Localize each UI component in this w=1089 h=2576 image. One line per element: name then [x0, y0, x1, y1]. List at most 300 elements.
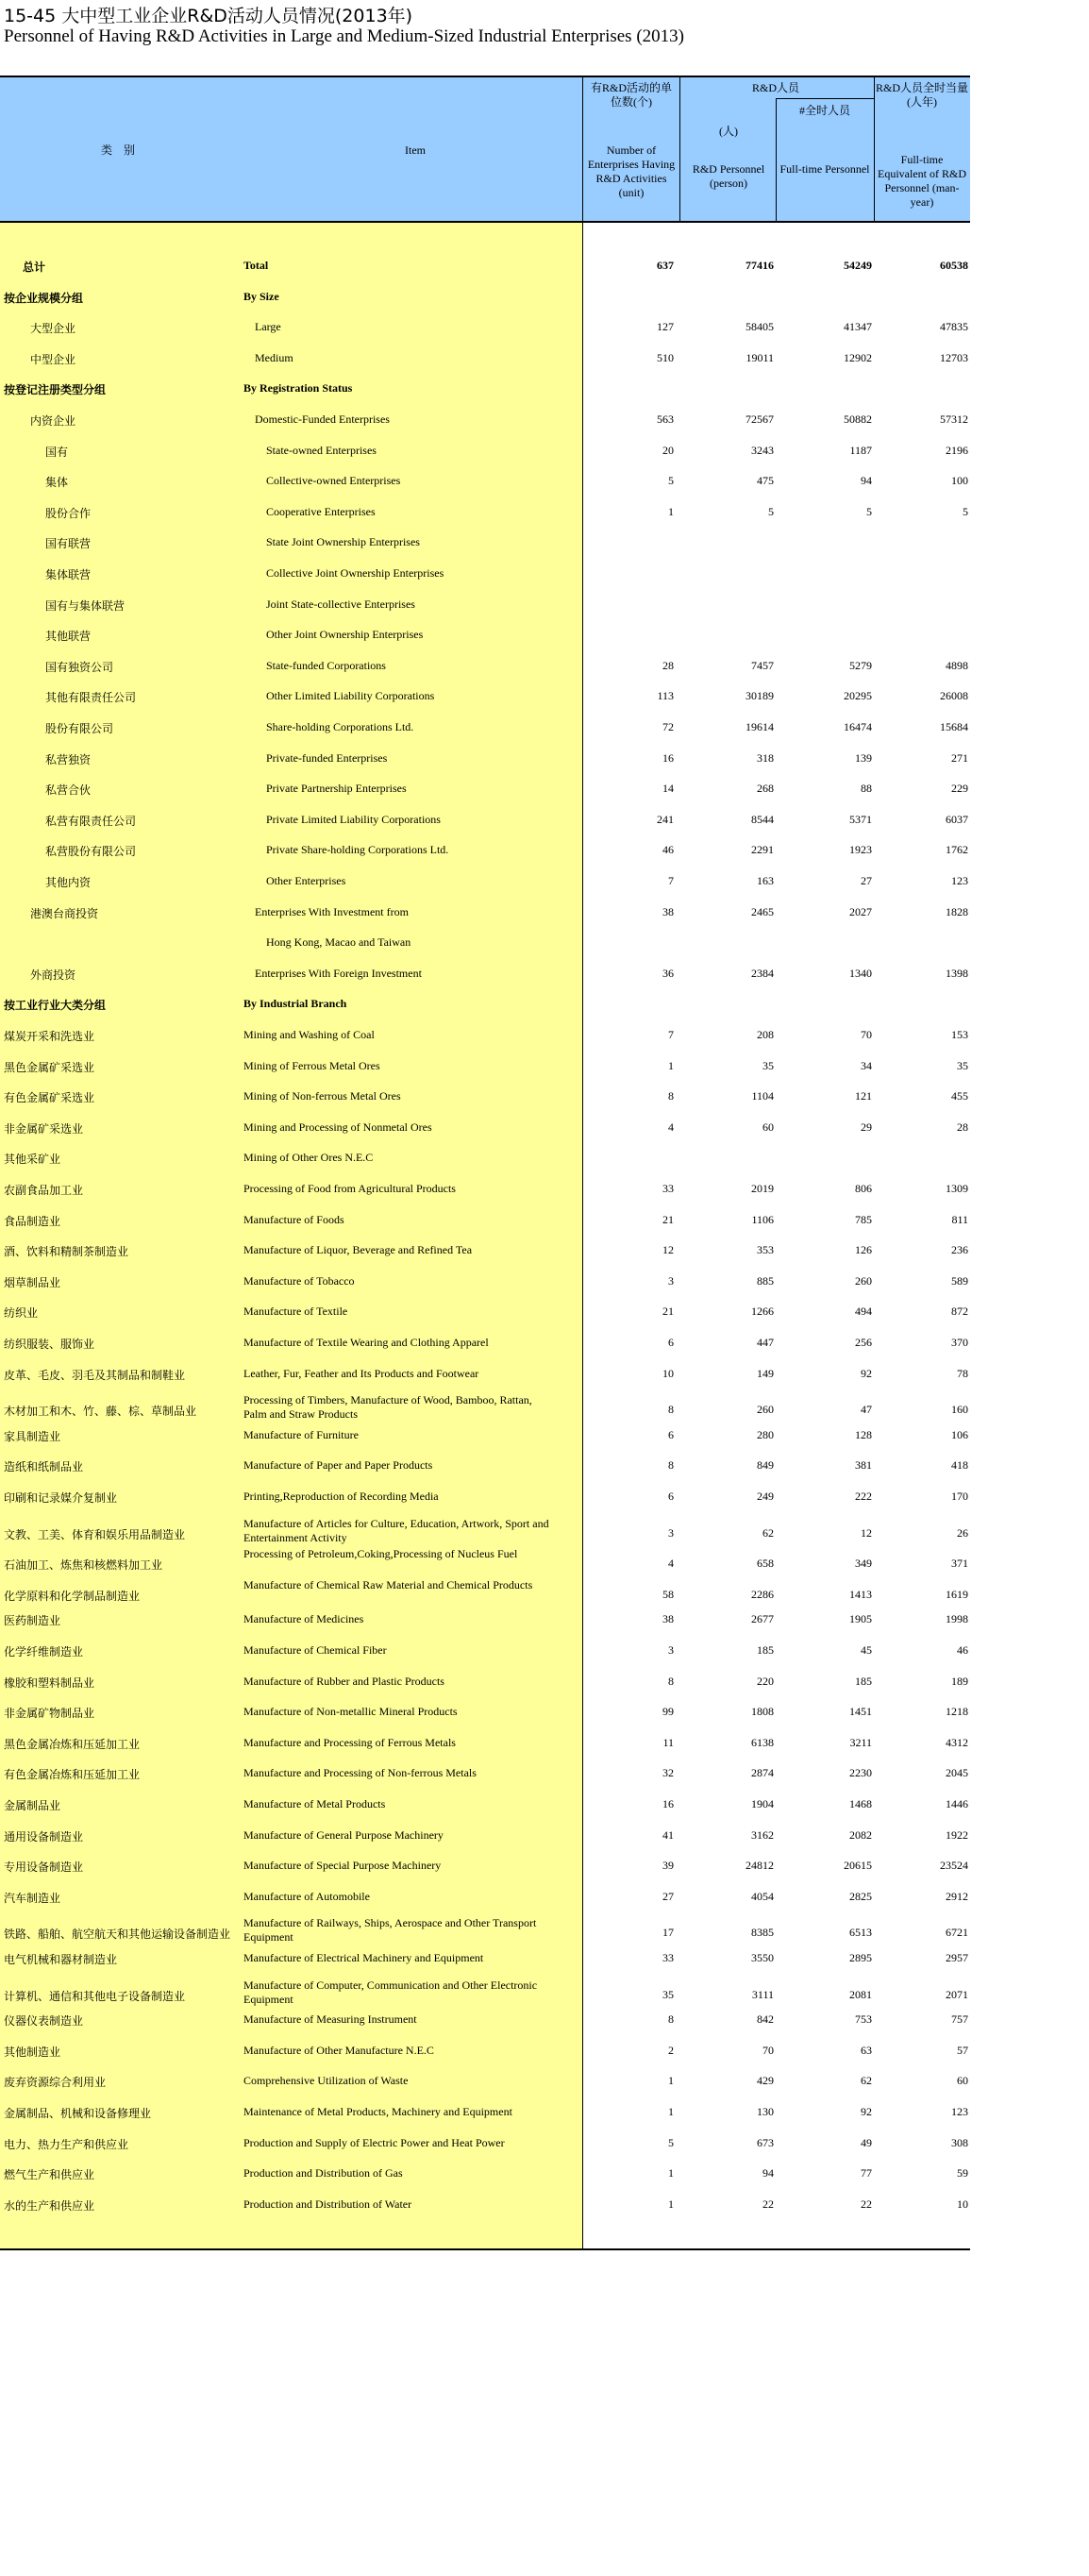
row-value-col3: 63: [861, 2043, 872, 2057]
row-value-col4: 160: [951, 1403, 968, 1417]
row-value-col2: 673: [757, 2135, 774, 2149]
row-label-cn: 其他采矿业: [4, 1153, 61, 1167]
row-value-col1: 12: [662, 1243, 674, 1257]
row-label-en: By Size: [243, 289, 279, 303]
row-label-en: By Registration Status: [243, 381, 353, 396]
row-label-en: Manufacture and Processing of Ferrous Metals: [243, 1735, 456, 1749]
row-label-cn: 国有: [45, 445, 69, 459]
row-value-col3: 41347: [844, 320, 872, 334]
row-value-col1: 637: [657, 259, 674, 272]
row-value-col3: 20615: [844, 1859, 872, 1873]
row-value-col4: 1762: [946, 843, 968, 857]
row-value-col2: 8385: [751, 1926, 774, 1940]
table-row: [0, 1243, 970, 1274]
row-label-en: Processing of Food from Agricultural Products: [243, 1182, 456, 1195]
row-value-col3: 77: [861, 2166, 872, 2180]
row-label-en: Mining of Ferrous Metal Ores: [243, 1058, 380, 1072]
row-label-cn: 按工业行业大类分组: [4, 999, 107, 1013]
row-value-col2: 60: [762, 1120, 774, 1134]
row-value-col2: 447: [757, 1336, 774, 1349]
row-label-cn: 私营合伙: [45, 783, 92, 798]
row-value-col1: 127: [657, 320, 674, 334]
row-label-cn: 废弃资源综合利用业: [4, 2076, 107, 2090]
row-value-col1: 58: [662, 1587, 674, 1601]
table-row: [0, 874, 970, 905]
table-row: [0, 1577, 970, 1613]
row-value-col2: 3111: [751, 1987, 774, 2001]
row-value-col4: 589: [951, 1273, 968, 1288]
row-value-col1: 5: [668, 474, 674, 488]
row-value-col1: 38: [662, 904, 674, 918]
row-label-en: Joint State-collective Enterprises: [266, 597, 415, 611]
row-label-en: Manufacture of Chemical Raw Material and Chemical Products: [243, 1577, 533, 1591]
row-label-en: Other Joint Ownership Enterprises: [266, 628, 424, 642]
table-row: [0, 659, 970, 690]
row-label-cn: 其他有限责任公司: [45, 691, 137, 705]
row-label-en: Cooperative Enterprises: [266, 504, 376, 518]
row-value-col4: 123: [951, 2105, 968, 2118]
row-value-col4: 1998: [946, 1612, 968, 1626]
row-value-col2: 4054: [751, 1889, 774, 1903]
row-value-col1: 72: [662, 720, 674, 733]
row-value-col3: 88: [861, 782, 872, 796]
row-value-col4: 57: [957, 2043, 968, 2057]
row-value-col4: 23524: [940, 1859, 968, 1873]
row-value-col3: 6513: [849, 1926, 872, 1940]
row-value-col1: 46: [662, 843, 674, 857]
row-value-col4: 370: [951, 1336, 968, 1349]
row-value-col2: 2384: [751, 966, 774, 980]
row-label-cn: 私营股份有限公司: [45, 845, 137, 859]
row-label-cn: 电力、热力生产和供应业: [4, 2137, 129, 2151]
row-label-cn: 集体联营: [45, 568, 92, 581]
row-value-col3: 785: [855, 1212, 872, 1226]
row-label-cn: 非金属矿采选业: [4, 1121, 84, 1136]
row-value-col3: 47: [861, 1403, 872, 1417]
row-label-en: Manufacture of Electrical Machinery and Equipment: [243, 1951, 484, 1964]
row-value-col2: 249: [757, 1490, 774, 1503]
row-label-cn: 总计: [23, 261, 46, 274]
row-label-cn: 按登记注册类型分组: [4, 383, 107, 397]
row-value-col2: 35: [762, 1058, 774, 1072]
row-value-col3: 92: [861, 1366, 872, 1380]
table-row: [0, 505, 970, 536]
table-row: [0, 1393, 970, 1428]
row-value-col3: 2895: [849, 1951, 872, 1964]
row-label-en: Manufacture of Non-metallic Mineral Products: [243, 1705, 458, 1719]
row-label-cn: 通用设备制造业: [4, 1829, 84, 1844]
row-value-col1: 41: [662, 1827, 674, 1842]
row-label-cn: 电气机械和器材制造业: [4, 1953, 118, 1966]
row-value-col2: 2291: [751, 843, 774, 857]
row-value-col3: 54249: [844, 259, 872, 272]
row-label-en: Printing,Reproduction of Recording Media: [243, 1490, 439, 1503]
row-label-cn: 非金属矿物制品业: [4, 1707, 95, 1721]
row-label-en: Private Share-holding Corporations Ltd.: [266, 843, 449, 857]
row-value-col2: 260: [757, 1403, 774, 1417]
row-label-en: State Joint Ownership Enterprises: [266, 535, 420, 549]
row-value-col2: 30189: [746, 689, 774, 703]
row-label-cn: 橡胶和塑料制品业: [4, 1675, 95, 1690]
row-value-col4: 271: [951, 750, 968, 765]
row-value-col2: 475: [757, 474, 774, 488]
row-value-col3: 20295: [844, 689, 872, 703]
row-label-en: State-owned Enterprises: [266, 443, 377, 457]
row-value-col4: 47835: [940, 320, 968, 334]
row-value-col4: 35: [957, 1058, 968, 1072]
row-value-col2: 2677: [751, 1612, 774, 1626]
table-row: [0, 1828, 970, 1860]
row-value-col1: 21: [662, 1305, 674, 1319]
row-label-cn: 石油加工、炼焦和核燃料加工业: [4, 1558, 163, 1573]
table-row: [0, 290, 970, 321]
row-value-col4: 57312: [940, 412, 968, 426]
table-row: [0, 1059, 970, 1090]
table-row: [0, 997, 970, 1028]
row-label-cn: 其他制造业: [4, 2045, 61, 2059]
row-value-col3: 5: [866, 504, 872, 518]
row-value-col1: 8: [668, 1089, 674, 1103]
row-value-col1: 8: [668, 1403, 674, 1417]
row-value-col4: 100: [951, 474, 968, 488]
table-row: [0, 2105, 970, 2136]
row-value-col2: 19614: [746, 720, 774, 733]
row-value-col2: 658: [757, 1557, 774, 1571]
header-col1-en: Number of Enterprises Having R&D Activities (unit): [587, 143, 676, 199]
row-value-col1: 27: [662, 1889, 674, 1903]
row-value-col1: 8: [668, 1674, 674, 1688]
table-row: [0, 1797, 970, 1828]
table-row: [0, 412, 970, 444]
row-value-col4: 2196: [946, 443, 968, 457]
row-value-col2: 1104: [751, 1089, 774, 1103]
table-header: [0, 76, 970, 223]
header-col2-cn: (人): [719, 125, 738, 138]
row-value-col4: 229: [951, 782, 968, 796]
row-label-en: Manufacture of Measuring Instrument: [243, 2012, 417, 2027]
row-value-col4: 1619: [946, 1587, 968, 1601]
row-label-cn: 港澳台商投资: [30, 906, 99, 920]
row-value-col1: 1: [668, 1058, 674, 1072]
row-value-col3: 381: [855, 1458, 872, 1473]
row-value-col3: 349: [855, 1557, 872, 1571]
row-value-col4: 78: [957, 1366, 968, 1380]
table-row: [0, 381, 970, 412]
row-value-col4: 28: [957, 1120, 968, 1134]
row-label-en: Enterprises With Foreign Investment: [255, 966, 422, 980]
row-value-col2: 208: [757, 1028, 774, 1041]
row-label-en: Other Enterprises: [266, 874, 346, 887]
row-value-col1: 1: [668, 2074, 674, 2088]
row-value-col3: 139: [855, 750, 872, 765]
row-label-en: Manufacture of Chemical Fiber: [243, 1643, 387, 1657]
row-value-col1: 8: [668, 1458, 674, 1473]
row-label-en: State-funded Corporations: [266, 658, 386, 672]
row-label-en: By Industrial Branch: [243, 997, 347, 1011]
row-label-cn: 金属制品业: [4, 1799, 61, 1812]
row-value-col2: 1266: [751, 1305, 774, 1319]
row-value-col2: 220: [757, 1674, 774, 1688]
row-value-col4: 12703: [940, 350, 968, 364]
row-label-cn: 纺织业: [4, 1306, 39, 1321]
row-value-col2: 2465: [751, 904, 774, 918]
row-label-en: Processing of Petroleum,Coking,Processing of Nucleus Fuel: [243, 1547, 518, 1561]
row-label-cn: 中型企业: [30, 352, 76, 366]
table-row: [0, 2012, 970, 2044]
header-col2-en: R&D Personnel (person): [692, 162, 765, 190]
row-label-cn: 烟草制品业: [4, 1275, 61, 1289]
table-row: [0, 905, 970, 936]
table-row: [0, 1859, 970, 1890]
row-value-col2: 3162: [751, 1827, 774, 1842]
row-label-cn: 燃气生产和供应业: [4, 2168, 95, 2182]
table-row: [0, 566, 970, 598]
row-value-col1: 3: [668, 1273, 674, 1288]
row-label-cn: 食品制造业: [4, 1214, 61, 1228]
row-value-col4: 2071: [946, 1987, 968, 2001]
row-value-col3: 92: [861, 2105, 872, 2118]
row-value-col2: 22: [762, 2197, 774, 2211]
row-label-en: Medium: [255, 350, 293, 364]
table-row: [0, 444, 970, 475]
row-value-col3: 5279: [849, 658, 872, 672]
row-value-col2: 19011: [746, 350, 774, 364]
row-label-cn: 文教、工美、体育和娱乐用品制造业: [4, 1527, 186, 1541]
header-col4-en: Full-time Equivalent of R&D Personnel (man-year): [878, 153, 966, 209]
row-value-col3: 2027: [849, 904, 872, 918]
row-value-col4: 1446: [946, 1797, 968, 1810]
row-value-col4: 418: [951, 1458, 968, 1473]
row-value-col3: 1413: [849, 1587, 872, 1601]
row-value-col3: 16474: [844, 720, 872, 733]
row-value-col1: 21: [662, 1212, 674, 1226]
header-col3-cn: #全时人员: [798, 104, 850, 117]
table-row: [0, 967, 970, 998]
row-value-col3: 27: [861, 874, 872, 887]
row-value-col4: 1218: [946, 1705, 968, 1719]
table-row: [0, 259, 970, 290]
row-value-col1: 38: [662, 1612, 674, 1626]
row-label-en: Large: [255, 320, 281, 334]
row-value-col1: 563: [657, 412, 674, 426]
row-label-en: Hong Kong, Macao and Taiwan: [266, 935, 411, 950]
row-label-en: Enterprises With Investment from: [255, 904, 409, 918]
row-value-col4: 371: [951, 1557, 968, 1571]
header-item: Item: [405, 143, 426, 157]
table-row: [0, 843, 970, 874]
row-label-en: Manufacture of Textile: [243, 1305, 348, 1319]
row-label-cn: 大型企业: [30, 322, 76, 336]
row-label-cn: 汽车制造业: [4, 1891, 61, 1905]
table-row: [0, 2166, 970, 2197]
table-row: [0, 351, 970, 382]
row-label-en: Manufacture of Metal Products: [243, 1797, 386, 1810]
table-row: [0, 2197, 970, 2229]
row-label-en: Manufacture of Automobile: [243, 1889, 370, 1903]
row-value-col1: 5: [668, 2135, 674, 2149]
table-row: [0, 1274, 970, 1305]
row-label-en: Collective-owned Enterprises: [266, 474, 401, 488]
row-value-col2: 353: [757, 1243, 774, 1257]
table-bottom-rule: [0, 2248, 970, 2250]
row-value-col1: 28: [662, 658, 674, 672]
row-value-col1: 36: [662, 966, 674, 980]
row-label-cn: 黑色金属冶炼和压延加工业: [4, 1737, 141, 1751]
row-value-col4: 1922: [946, 1827, 968, 1842]
row-value-col4: 189: [951, 1674, 968, 1688]
row-value-col4: 26008: [940, 689, 968, 703]
row-value-col1: 3: [668, 1643, 674, 1657]
row-value-col4: 6721: [946, 1926, 968, 1940]
row-value-col3: 49: [861, 2135, 872, 2149]
row-value-col1: 3: [668, 1525, 674, 1540]
row-value-col4: 1828: [946, 904, 968, 918]
table-row: [0, 782, 970, 813]
row-label-en: Manufacture of Furniture: [243, 1427, 359, 1441]
row-value-col2: 268: [757, 782, 774, 796]
row-value-col4: 4898: [946, 658, 968, 672]
row-value-col3: 45: [861, 1643, 872, 1657]
row-label-en: Manufacture of Rubber and Plastic Products: [243, 1674, 444, 1688]
row-label-cn: 农副食品加工业: [4, 1184, 84, 1197]
row-value-col3: 12: [861, 1525, 872, 1540]
row-value-col2: 149: [757, 1366, 774, 1380]
row-value-col4: 123: [951, 874, 968, 887]
row-label-en: Manufacture of Tobacco: [243, 1273, 355, 1288]
table-body: [0, 223, 970, 2248]
row-label-en: Manufacture of Medicines: [243, 1612, 364, 1626]
row-value-col2: 3243: [751, 443, 774, 457]
row-label-cn: 集体: [45, 476, 69, 490]
row-value-col3: 121: [855, 1089, 872, 1103]
row-value-col3: 12902: [844, 350, 872, 364]
row-value-col4: 4312: [946, 1735, 968, 1749]
row-value-col2: 62: [762, 1525, 774, 1540]
row-value-col4: 1309: [946, 1182, 968, 1195]
row-label-cn: 其他联营: [45, 630, 92, 644]
table-row: [0, 1428, 970, 1459]
row-label-cn: 黑色金属矿采选业: [4, 1060, 95, 1074]
row-label-cn: 其他内资: [45, 876, 92, 889]
row-value-col3: 2082: [849, 1827, 872, 1842]
row-value-col3: 3211: [849, 1735, 872, 1749]
row-value-col1: 2: [668, 2043, 674, 2057]
row-value-col3: 2230: [849, 1766, 872, 1780]
table-row: [0, 1916, 970, 1951]
row-value-col4: 10: [957, 2197, 968, 2211]
row-label-en: Mining of Non-ferrous Metal Ores: [243, 1089, 401, 1103]
row-label-en: Manufacture and Processing of Non-ferrous Metals: [243, 1766, 477, 1780]
header-col1-cn: 有R&D活动的单位数(个): [590, 81, 672, 109]
row-value-col4: 2045: [946, 1766, 968, 1780]
row-value-col3: 1905: [849, 1612, 872, 1626]
row-value-col3: 70: [861, 1028, 872, 1041]
row-value-col4: 2912: [946, 1889, 968, 1903]
table-row: [0, 1028, 970, 1059]
header-category: 类 别: [100, 143, 135, 157]
row-label-cn: 国有联营: [45, 537, 92, 551]
row-value-col4: 811: [951, 1212, 968, 1226]
row-value-col4: 170: [951, 1490, 968, 1503]
row-value-col1: 113: [657, 689, 674, 703]
table-row: [0, 1305, 970, 1336]
row-label-en: Manufacture of Other Manufacture N.E.C: [243, 2043, 434, 2057]
row-value-col3: 126: [855, 1243, 872, 1257]
table-row: [0, 689, 970, 720]
table-row: [0, 320, 970, 351]
row-label-en: Leather, Fur, Feather and Its Products and Footwear: [243, 1366, 479, 1380]
table-row: [0, 1336, 970, 1367]
row-value-col4: 1398: [946, 966, 968, 980]
row-value-col1: 10: [662, 1366, 674, 1380]
table-row: [0, 2136, 970, 2167]
row-value-col2: 318: [757, 750, 774, 765]
row-label-cn: 煤炭开采和洗选业: [4, 1030, 95, 1043]
row-value-col4: 872: [951, 1305, 968, 1319]
row-label-en: Private Partnership Enterprises: [266, 782, 407, 796]
table-row: [0, 935, 970, 967]
row-value-col1: 1: [668, 504, 674, 518]
row-value-col3: 1187: [849, 443, 872, 457]
row-label-en: Manufacture of General Purpose Machinery: [243, 1827, 444, 1842]
row-label-cn: 皮革、毛皮、羽毛及其制品和制鞋业: [4, 1368, 186, 1382]
row-value-col2: 8544: [751, 812, 774, 826]
table-row: [0, 1766, 970, 1797]
table-row: [0, 1120, 970, 1152]
row-value-col1: 510: [657, 350, 674, 364]
row-value-col2: 7457: [751, 658, 774, 672]
row-value-col1: 1: [668, 2166, 674, 2180]
row-value-col3: 1451: [849, 1705, 872, 1719]
table-row: [0, 535, 970, 566]
row-value-col2: 24812: [746, 1859, 774, 1873]
row-value-col4: 455: [951, 1089, 968, 1103]
header-col2-group: R&D人员: [751, 81, 799, 94]
row-value-col3: 2081: [849, 1987, 872, 2001]
row-label-cn: 外商投资: [30, 968, 76, 982]
row-label-cn: 木材加工和木、竹、藤、棕、草制品业: [4, 1405, 197, 1419]
row-label-cn: 医药制造业: [4, 1614, 61, 1628]
row-value-col3: 185: [855, 1674, 872, 1688]
row-label-cn: 化学原料和化学制品制造业: [4, 1589, 141, 1603]
row-label-cn: 私营有限责任公司: [45, 814, 137, 828]
table-row: [0, 1705, 970, 1736]
row-label-cn: 有色金属矿采选业: [4, 1091, 95, 1105]
row-value-col3: 50882: [844, 412, 872, 426]
table-row: [0, 1612, 970, 1643]
row-value-col1: 7: [668, 874, 674, 887]
row-label-cn: 印刷和记录媒介复制业: [4, 1491, 118, 1505]
row-label-en: Other Limited Liability Corporations: [266, 689, 435, 703]
row-label-cn: 国有与集体联营: [45, 598, 126, 613]
row-label-en: Production and Distribution of Gas: [243, 2166, 403, 2180]
row-label-cn: 计算机、通信和其他电子设备制造业: [4, 1989, 186, 2003]
data-table: [0, 76, 970, 2248]
row-value-col3: 128: [855, 1427, 872, 1441]
row-value-col1: 7: [668, 1028, 674, 1041]
row-label-en: Manufacture of Textile Wearing and Clothing Apparel: [243, 1336, 489, 1349]
row-value-col4: 5: [963, 504, 968, 518]
table-row: [0, 1675, 970, 1706]
row-label-cn: 股份有限公司: [45, 722, 114, 735]
row-label-cn: 金属制品、机械和设备修理业: [4, 2107, 152, 2120]
row-value-col4: 2957: [946, 1951, 968, 1964]
row-label-en: Private-funded Enterprises: [266, 750, 388, 765]
page-title-cn: 15-45 大中型工业企业R&D活动人员情况(2013年): [4, 6, 413, 26]
row-label-cn: 水的生产和供应业: [4, 2198, 95, 2213]
row-value-col1: 6: [668, 1490, 674, 1503]
row-value-col2: 77416: [746, 259, 774, 272]
